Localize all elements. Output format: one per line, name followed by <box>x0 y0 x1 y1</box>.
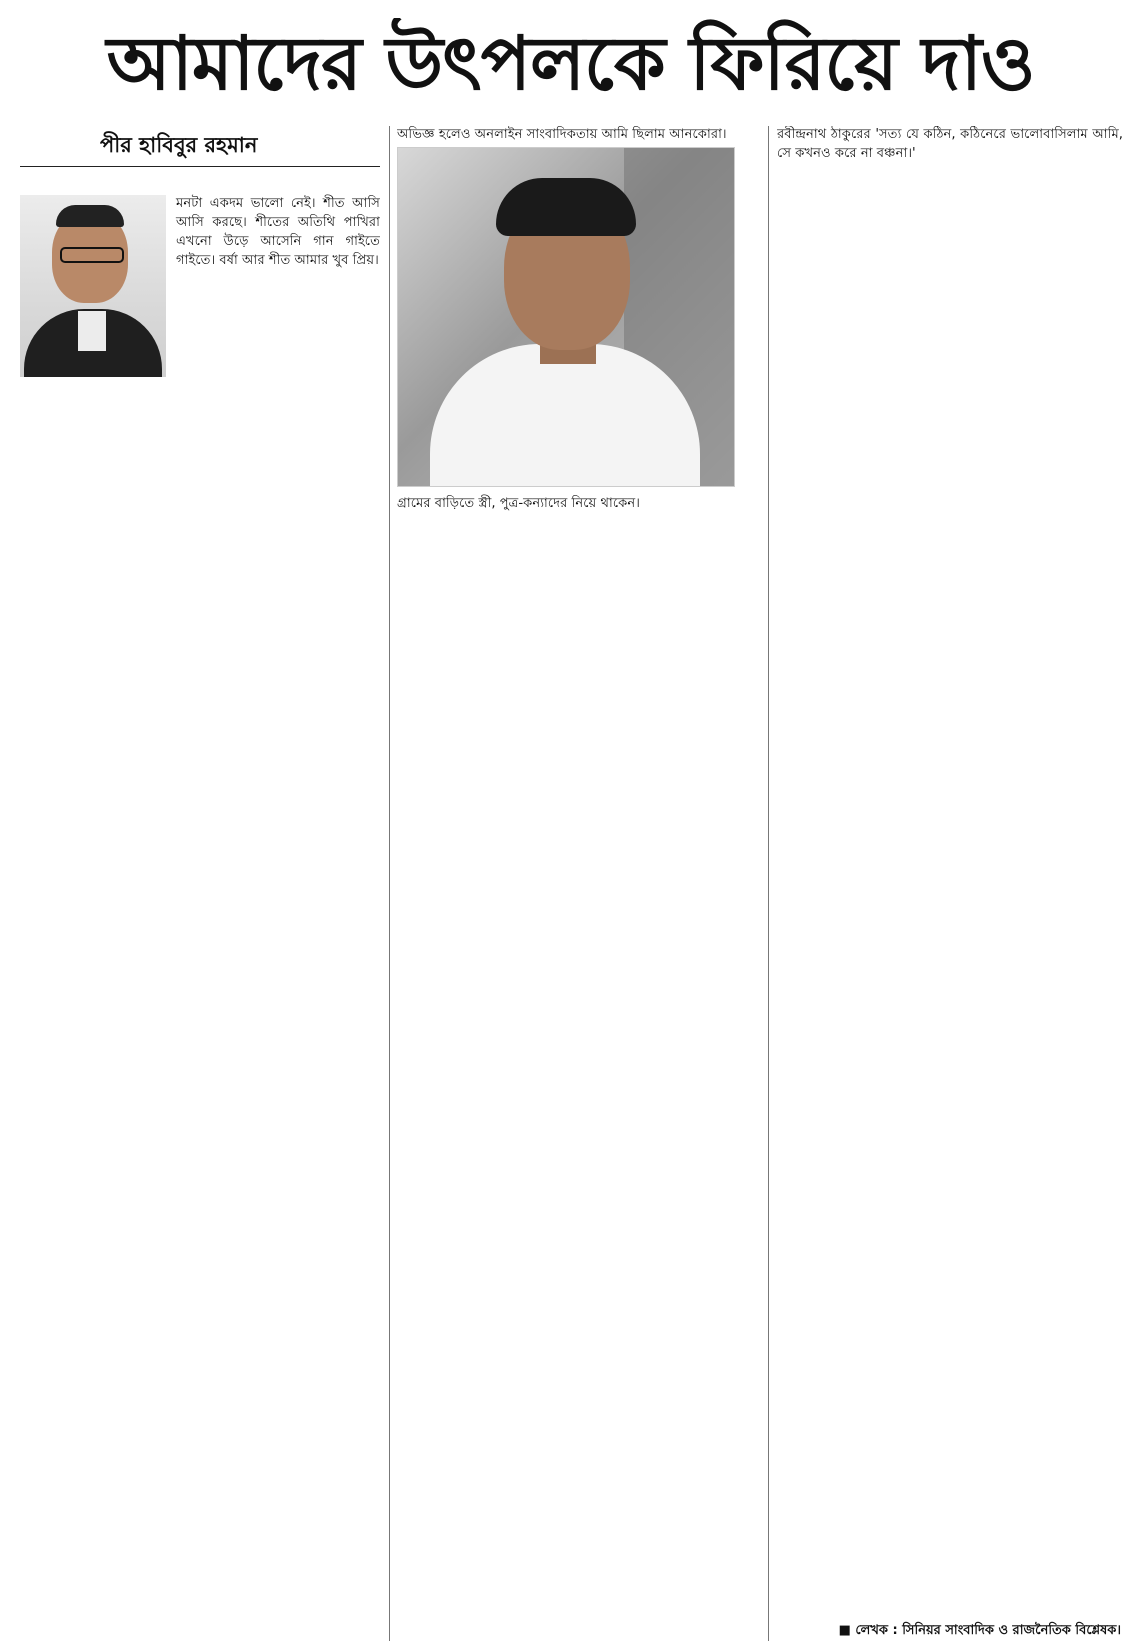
author-credit: ■ লেখক : সিনিয়র সাংবাদিক ও রাজনৈতিক বিশ্লেষক। <box>838 1623 1121 1638</box>
intro-block <box>20 195 380 385</box>
column-3-text: রবীন্দ্রনাথ ঠাকুরের 'সত্য যে কঠিন, কঠিনেরে ভালোবাসিলাম আমি, সে কখনও করে না বঞ্চনা।' <box>777 127 1123 161</box>
headline: আমাদের উৎপলকে ফিরিয়ে দাও <box>106 21 1035 107</box>
column-divider <box>389 126 390 1641</box>
subject-photo <box>397 147 735 487</box>
column-divider <box>768 126 769 1641</box>
column-1 <box>20 126 380 1641</box>
byline: পীর হাবিবুর রহমান <box>20 126 380 167</box>
author-photo <box>20 195 166 377</box>
column-2-top-text: অভিজ্ঞ হলেও অনলাইন সাংবাদিকতায় আমি ছিলাম আনকোরা। <box>397 127 727 142</box>
article-columns <box>20 126 1123 1646</box>
column-2 <box>397 126 757 1641</box>
intro-paragraph: মনটা একদম ভালো নেই। শীত আসি আসি করছে। শীতের অতিথি পাখিরা এখনো উড়ে আসেনি গান গাইতে গাইতে। বর্ষা আর শীত আমার খুব প্রিয়। <box>176 196 380 268</box>
column-2-bottom-text: গ্রামের বাড়িতে স্ত্রী, পুত্র-কন্যাদের নিয়ে থাকেন। <box>397 495 640 511</box>
column-3 <box>777 126 1123 1641</box>
